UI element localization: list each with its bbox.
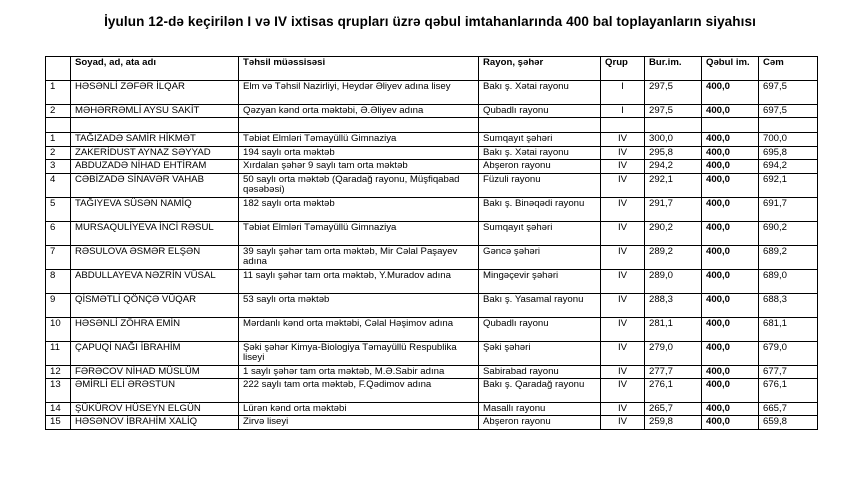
cell-no: 5 (46, 197, 71, 221)
cell-bur: 300,0 (645, 133, 702, 146)
cell-no: 14 (46, 403, 71, 416)
cell-qebul: 400,0 (702, 365, 759, 378)
cell-name: ƏMİRLİ ELİ ƏRƏSTUN (71, 379, 239, 403)
cell-bur: 288,3 (645, 293, 702, 317)
cell-bur: 279,0 (645, 341, 702, 365)
cell-group: IV (601, 293, 645, 317)
cell-name: MURSAQULİYEVA İNCİ RƏSUL (71, 221, 239, 245)
cell-region: Bakı ş. Qaradağ rayonu (479, 379, 601, 403)
table-row (46, 379, 818, 403)
header-name: Soyad, ad, ata adı (71, 57, 239, 81)
cell-no: 11 (46, 341, 71, 365)
cell-school: Təbiət Elmləri Təmayüllü Gimnaziya (239, 133, 479, 146)
cell-cem: 697,5 (759, 81, 818, 105)
cell-name: RƏSULOVA ƏSMƏR ELŞƏN (71, 245, 239, 269)
cell-group: IV (601, 269, 645, 293)
cell-bur: 276,1 (645, 379, 702, 403)
cell-name: TAĞIYEVA SÜSƏN NAMİQ (71, 197, 239, 221)
cell-name: HƏSƏNLİ ZƏFƏR İLQAR (71, 81, 239, 105)
results-table (45, 56, 818, 430)
cell-school: Xırdalan şəhər 9 saylı tam orta məktəb (239, 160, 479, 173)
cell-region: Gəncə şəhəri (479, 245, 601, 269)
header-school: Təhsil müəssisəsi (239, 57, 479, 81)
cell-qebul: 400,0 (702, 269, 759, 293)
cell-no: 2 (46, 105, 71, 118)
cell-group: I (601, 105, 645, 118)
cell-bur: 291,7 (645, 197, 702, 221)
cell-group: IV (601, 317, 645, 341)
cell-bur: 297,5 (645, 81, 702, 105)
cell-cem: 681,1 (759, 317, 818, 341)
cell-school: 194 saylı orta məktəb (239, 146, 479, 159)
cell-cem: 691,7 (759, 197, 818, 221)
cell-qebul: 400,0 (702, 403, 759, 416)
cell-no: 1 (46, 133, 71, 146)
cell-qebul: 400,0 (702, 81, 759, 105)
cell-school: 50 saylı orta məktəb (Qaradağ rayonu, Müşfiqabad qəsəbəsi) (239, 173, 479, 197)
table-row (46, 173, 818, 197)
cell-no: 10 (46, 317, 71, 341)
cell-cem: 695,8 (759, 146, 818, 159)
cell-region: Bakı ş. Binəqədi rayonu (479, 197, 601, 221)
cell-cem: 676,1 (759, 379, 818, 403)
header-cem: Cəm (759, 57, 818, 81)
cell-bur: 281,1 (645, 317, 702, 341)
cell-qebul: 400,0 (702, 341, 759, 365)
cell-region: Bakı ş. Yasamal rayonu (479, 293, 601, 317)
cell-qebul: 400,0 (702, 245, 759, 269)
cell-region: Şəki şəhəri (479, 341, 601, 365)
empty-cell (702, 118, 759, 133)
cell-no: 3 (46, 160, 71, 173)
cell-bur: 259,8 (645, 416, 702, 429)
cell-school: Qəzyan kənd orta məktəbi, Ə.Əliyev adına (239, 105, 479, 118)
cell-bur: 289,2 (645, 245, 702, 269)
cell-school: 11 saylı şəhər tam orta məktəb, Y.Muradov adına (239, 269, 479, 293)
cell-region: Abşeron rayonu (479, 160, 601, 173)
cell-name: TAĞIZADƏ SAMİR HİKMƏT (71, 133, 239, 146)
cell-group: IV (601, 341, 645, 365)
cell-group: IV (601, 133, 645, 146)
cell-school: 222 saylı tam orta məktəb, F.Qədimov adına (239, 379, 479, 403)
cell-bur: 277,7 (645, 365, 702, 378)
cell-region: Qubadlı rayonu (479, 317, 601, 341)
cell-cem: 688,3 (759, 293, 818, 317)
cell-region: Bakı ş. Xətai rayonu (479, 81, 601, 105)
cell-cem: 665,7 (759, 403, 818, 416)
empty-cell (239, 118, 479, 133)
table-row (46, 416, 818, 429)
cell-no: 9 (46, 293, 71, 317)
cell-name: MƏHƏRRƏMLİ AYSU SAKİT (71, 105, 239, 118)
cell-qebul: 400,0 (702, 133, 759, 146)
cell-name: ABDUZADƏ NİHAD EHTİRAM (71, 160, 239, 173)
header-qebul: Qəbul im. (702, 57, 759, 81)
cell-qebul: 400,0 (702, 160, 759, 173)
cell-cem: 690,2 (759, 221, 818, 245)
cell-no: 12 (46, 365, 71, 378)
cell-cem: 679,0 (759, 341, 818, 365)
cell-region: Sumqayıt şəhəri (479, 221, 601, 245)
cell-qebul: 400,0 (702, 105, 759, 118)
document-title: İyulun 12-də keçirilən I və IV ixtisas qrupları üzrə qəbul imtahanlarında 400 bal toplayanların siyahısı (104, 14, 756, 29)
cell-bur: 265,7 (645, 403, 702, 416)
cell-qebul: 400,0 (702, 416, 759, 429)
table-row (46, 365, 818, 378)
table-row (46, 341, 818, 365)
cell-name: CƏBİZADƏ SİNAVƏR VAHAB (71, 173, 239, 197)
cell-name: ABDULLAYEVA NƏZRİN VÜSAL (71, 269, 239, 293)
cell-name: ÇAPUQİ NAĞI İBRAHİM (71, 341, 239, 365)
header-region: Rayon, şəhər (479, 57, 601, 81)
table-row (46, 269, 818, 293)
cell-cem: 659,8 (759, 416, 818, 429)
table-row (46, 293, 818, 317)
table-row (46, 317, 818, 341)
cell-region: Qubadlı rayonu (479, 105, 601, 118)
cell-no: 15 (46, 416, 71, 429)
cell-cem: 689,2 (759, 245, 818, 269)
cell-qebul: 400,0 (702, 146, 759, 159)
table-row (46, 81, 818, 105)
header-bur: Bur.im. (645, 57, 702, 81)
cell-region: Bakı ş. Xətai rayonu (479, 146, 601, 159)
cell-group: IV (601, 416, 645, 429)
cell-group: IV (601, 245, 645, 269)
cell-cem: 697,5 (759, 105, 818, 118)
table-row (46, 403, 818, 416)
cell-school: 39 saylı şəhər tam orta məktəb, Mir Cəlal Paşayev adına (239, 245, 479, 269)
cell-school: Elm və Təhsil Nazirliyi, Heydər Əliyev adına lisey (239, 81, 479, 105)
table-row (46, 105, 818, 118)
cell-region: Abşeron rayonu (479, 416, 601, 429)
table-row (46, 245, 818, 269)
cell-no: 2 (46, 146, 71, 159)
cell-qebul: 400,0 (702, 173, 759, 197)
cell-no: 1 (46, 81, 71, 105)
empty-cell (479, 118, 601, 133)
table-row (46, 133, 818, 146)
cell-cem: 692,1 (759, 173, 818, 197)
cell-bur: 294,2 (645, 160, 702, 173)
cell-bur: 292,1 (645, 173, 702, 197)
cell-group: IV (601, 146, 645, 159)
cell-group: IV (601, 379, 645, 403)
table-body (46, 81, 818, 430)
cell-no: 8 (46, 269, 71, 293)
header-no (46, 57, 71, 81)
empty-cell (46, 118, 71, 133)
header-group: Qrup (601, 57, 645, 81)
empty-cell (601, 118, 645, 133)
cell-name: QİSMƏTLİ QÖNÇƏ VÜQAR (71, 293, 239, 317)
cell-cem: 689,0 (759, 269, 818, 293)
cell-no: 7 (46, 245, 71, 269)
cell-school: Təbiət Elmləri Təmayüllü Gimnaziya (239, 221, 479, 245)
cell-bur: 290,2 (645, 221, 702, 245)
table-row (46, 197, 818, 221)
cell-school: Lürən kənd orta məktəbi (239, 403, 479, 416)
cell-region: Sumqayıt şəhəri (479, 133, 601, 146)
cell-name: ŞÜKÜROV HÜSEYN ELGÜN (71, 403, 239, 416)
cell-name: ZAKERİDUST AYNAZ SƏYYAD (71, 146, 239, 159)
cell-group: IV (601, 197, 645, 221)
cell-qebul: 400,0 (702, 317, 759, 341)
cell-school: 1 saylı şəhər tam orta məktəb, M.Ə.Sabir adına (239, 365, 479, 378)
cell-no: 6 (46, 221, 71, 245)
cell-qebul: 400,0 (702, 221, 759, 245)
cell-cem: 694,2 (759, 160, 818, 173)
cell-group: I (601, 81, 645, 105)
cell-qebul: 400,0 (702, 379, 759, 403)
cell-region: Füzuli rayonu (479, 173, 601, 197)
table-row (46, 221, 818, 245)
cell-region: Mingəçevir şəhəri (479, 269, 601, 293)
group-separator-row (46, 118, 818, 133)
cell-school: 53 saylı orta məktəb (239, 293, 479, 317)
cell-school: Şəki şəhər Kimya-Biologiya Təmayüllü Respublika liseyi (239, 341, 479, 365)
header-row (46, 57, 818, 81)
cell-cem: 700,0 (759, 133, 818, 146)
table-row (46, 146, 818, 159)
cell-group: IV (601, 173, 645, 197)
cell-region: Masallı rayonu (479, 403, 601, 416)
cell-group: IV (601, 403, 645, 416)
cell-group: IV (601, 160, 645, 173)
cell-school: Mərdanlı kənd orta məktəbi, Cəlal Həşimov adına (239, 317, 479, 341)
empty-cell (759, 118, 818, 133)
cell-name: HƏSƏNOV İBRAHİM XALİQ (71, 416, 239, 429)
cell-region: Sabirabad rayonu (479, 365, 601, 378)
cell-bur: 289,0 (645, 269, 702, 293)
cell-cem: 677,7 (759, 365, 818, 378)
cell-school: 182 saylı orta məktəb (239, 197, 479, 221)
empty-cell (71, 118, 239, 133)
cell-no: 4 (46, 173, 71, 197)
empty-cell (645, 118, 702, 133)
cell-qebul: 400,0 (702, 197, 759, 221)
cell-bur: 297,5 (645, 105, 702, 118)
cell-group: IV (601, 221, 645, 245)
cell-bur: 295,8 (645, 146, 702, 159)
table-row (46, 160, 818, 173)
cell-name: FƏRƏCOV NİHAD MÜSLÜM (71, 365, 239, 378)
cell-group: IV (601, 365, 645, 378)
cell-qebul: 400,0 (702, 293, 759, 317)
cell-name: HƏSƏNLİ ZÖHRA EMİN (71, 317, 239, 341)
cell-no: 13 (46, 379, 71, 403)
cell-school: Zirvə liseyi (239, 416, 479, 429)
